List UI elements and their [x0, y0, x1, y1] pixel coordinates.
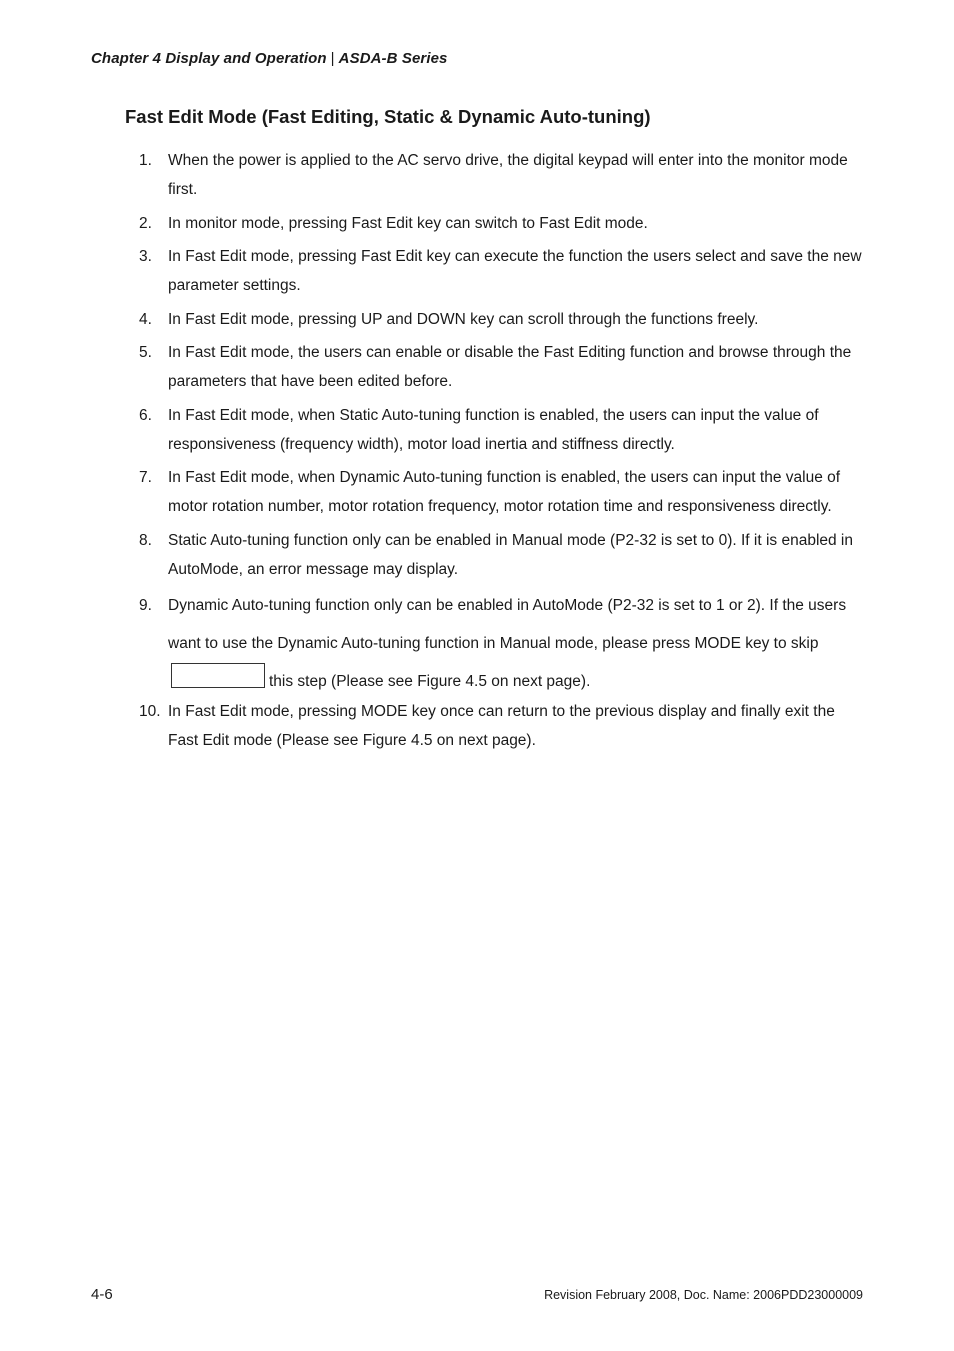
mode-key-figure-placeholder: [171, 663, 265, 688]
chapter-title: Chapter 4 Display and Operation: [91, 50, 327, 67]
item-number: 5.: [139, 344, 152, 361]
running-header: [91, 50, 448, 67]
list-item: [139, 526, 869, 584]
item-text: In Fast Edit mode, when Dynamic Auto-tuning function is enabled, the users can input the value of motor rotation number, motor rotation frequency, motor rotation time and responsiveness directly.: [168, 469, 841, 515]
item-text: In Fast Edit mode, when Static Auto-tuning function is enabled, the users can input the value of responsiveness (frequency width), motor load inertia and stiffness directly.: [168, 406, 819, 453]
item-text-after: this step (Please see Figure 4.5 on next page).: [269, 673, 591, 690]
list-item: [139, 587, 869, 701]
item-number: 2.: [139, 214, 152, 232]
list-item: [139, 463, 869, 521]
item-text-before: Dynamic Auto-tuning function only can be enabled in AutoMode (P2-32 is set to 1 or 2). If the users want to use the Dynamic Auto-tuning function in Manual mode, please press MODE key to skip: [168, 597, 847, 652]
item-number: 9.: [139, 597, 152, 614]
item-number: 8.: [139, 531, 152, 549]
item-number: 7.: [139, 469, 152, 486]
series-name: ASDA-B Series: [338, 50, 448, 67]
revision-info: Revision February 2008, Doc. Name: 2006PDD23000009: [544, 1288, 863, 1302]
item-number: 3.: [139, 248, 152, 265]
item-text: In Fast Edit mode, pressing UP and DOWN key can scroll through the functions freely.: [168, 310, 759, 328]
item-text: Static Auto-tuning function only can be enabled in Manual mode (P2-32 is set to 0). If it is enabled in AutoMode, an error message may display.: [168, 531, 853, 578]
list-item: [139, 305, 869, 334]
item-text: In Fast Edit mode, the users can enable or disable the Fast Editing function and browse through the parameters that have been edited before.: [168, 344, 852, 390]
list-item: [139, 338, 869, 396]
section-title: Fast Edit Mode (Fast Editing, Static & Dynamic Auto-tuning): [125, 106, 651, 127]
list-item: [139, 146, 869, 204]
list-item: [139, 209, 869, 238]
item-text: In Fast Edit mode, pressing Fast Edit key can execute the function the users select and save the new parameter settings.: [168, 248, 862, 294]
item-text: When the power is applied to the AC servo drive, the digital keypad will enter into the monitor mode first.: [168, 152, 848, 198]
item-text: In monitor mode, pressing Fast Edit key can switch to Fast Edit mode.: [168, 214, 648, 232]
list-item: [139, 401, 869, 459]
item-text: In Fast Edit mode, pressing MODE key once can return to the previous display and finally exit the Fast Edit mode (Please see Figure 4.5 on next page).: [168, 703, 835, 749]
item-number: 10.: [139, 703, 161, 720]
page-number: 4-6: [91, 1286, 113, 1303]
list-item: [139, 242, 869, 300]
item-number: 4.: [139, 310, 152, 328]
item-number: 1.: [139, 152, 152, 169]
instruction-list: [139, 146, 869, 760]
item-number: 6.: [139, 406, 152, 424]
list-item: [139, 697, 869, 755]
header-separator: |: [330, 50, 335, 67]
